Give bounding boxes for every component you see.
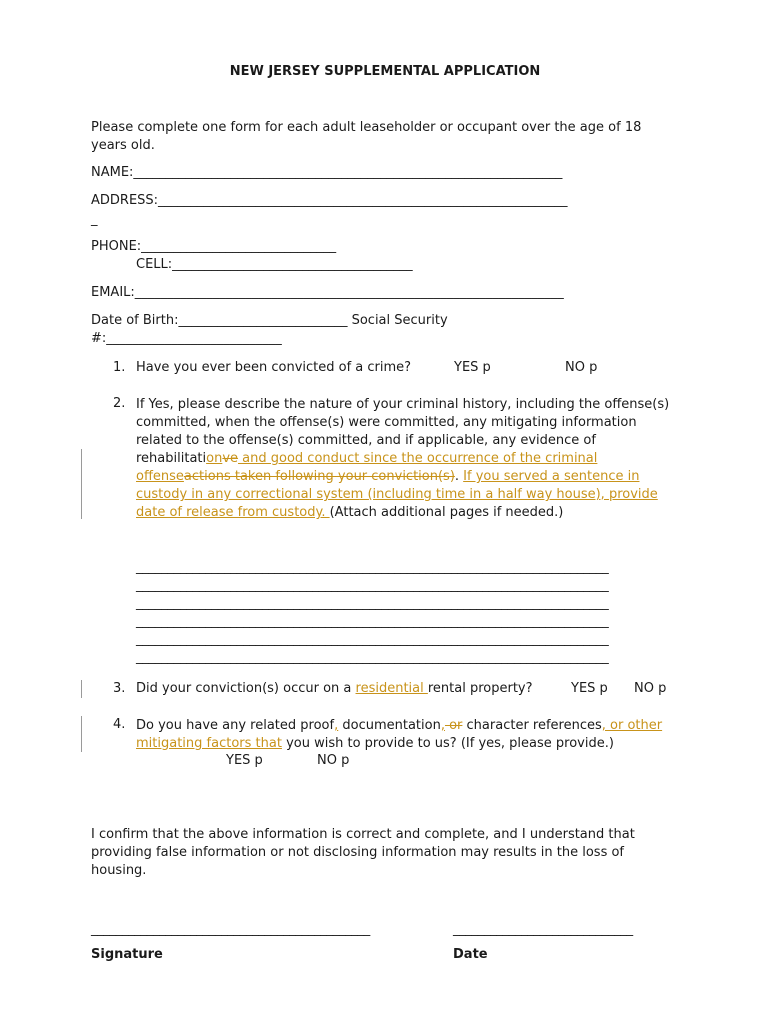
question-4-text-part: character references [462, 718, 602, 733]
question-4-text-part: documentation [338, 718, 441, 733]
tracked-insertion: , [440, 718, 445, 733]
question-3-text-part: rental property? [427, 681, 533, 696]
email-field[interactable]: EMAIL:__________________________________________________________________ [91, 285, 564, 300]
address-field-continuation: _ [91, 212, 98, 227]
tracked-deletion: actions taken following your conviction(s) [183, 469, 455, 484]
date-line[interactable]: _____________________________ [453, 922, 633, 937]
phone-field[interactable]: PHONE:______________________________ [91, 239, 337, 254]
question-1-yes-option[interactable]: YES p [454, 360, 491, 375]
question-3-text [136, 681, 533, 696]
question-1-no-option[interactable]: NO p [565, 360, 598, 375]
answer-line[interactable]: ___________________________________________________________________________ [136, 578, 609, 593]
question-4-yes-option[interactable]: YES p [226, 753, 263, 768]
address-field[interactable]: ADDRESS:_______________________________________________________________ [91, 193, 568, 208]
signature-label: Signature [91, 947, 163, 962]
question-2-text [136, 396, 681, 522]
question-3-number: 3. [113, 681, 126, 696]
change-bar [81, 716, 82, 752]
question-2-text-part: (Attach additional pages if needed.) [329, 505, 564, 520]
tracked-insertion: , or other mitigating factors that [136, 718, 663, 751]
question-2-text-part: If Yes, please describe the nature of your criminal history, including the offense(s) committed, when the offense(s) were committed, any mitigating information related to the offense(s) committed, and if applicable, any evidence of rehabilitati [136, 397, 670, 466]
question-1-number: 1. [113, 360, 126, 375]
tracked-insertion: If you served a sentence in custody in any correctional system (including time in a half way house), provide date of release from custody. [136, 469, 658, 520]
date-label: Date [453, 947, 488, 962]
document-title: NEW JERSEY SUPPLEMENTAL APPLICATION [229, 64, 541, 79]
confirmation-paragraph: I confirm that the above information is correct and complete, and I understand that providing false information or not disclosing information may results in the loss of housing. [91, 827, 635, 878]
question-4-number: 4. [113, 717, 126, 732]
question-3-text-part: Did your conviction(s) occur on a [136, 681, 356, 696]
question-4-no-option[interactable]: NO p [317, 753, 350, 768]
change-bar [81, 680, 82, 698]
question-4-text-part: Do you have any related proof [136, 718, 335, 733]
cell-field[interactable]: CELL:_____________________________________ [136, 257, 413, 272]
tracked-insertion: on [206, 451, 223, 466]
dob-field[interactable]: Date of Birth:__________________________ Social Security [91, 313, 448, 328]
answer-line[interactable]: ___________________________________________________________________________ [136, 632, 609, 647]
answer-line[interactable]: ___________________________________________________________________________ [136, 560, 609, 575]
answer-line[interactable]: ___________________________________________________________________________ [136, 614, 609, 629]
question-4-text-part: you wish to provide to us? (If yes, please provide.) [281, 736, 614, 751]
question-3-no-option[interactable]: NO p [634, 681, 667, 696]
change-bar [81, 449, 82, 519]
answer-line[interactable]: ___________________________________________________________________________ [136, 596, 609, 611]
question-2-text-part: . [454, 469, 464, 484]
question-2-number: 2. [113, 396, 126, 411]
question-4-text [136, 717, 676, 753]
question-1-text: Have you ever been convicted of a crime? [136, 360, 412, 375]
tracked-deletion: ve [222, 451, 239, 466]
ssn-field[interactable]: #:___________________________ [91, 331, 282, 346]
answer-line[interactable]: ___________________________________________________________________________ [136, 650, 609, 665]
name-field[interactable]: NAME:__________________________________________________________________ [91, 165, 563, 180]
tracked-insertion: residential [355, 681, 428, 696]
tracked-insertion: , [334, 718, 339, 733]
tracked-insertion: and good conduct since the occurrence of the criminal offense [136, 451, 598, 484]
tracked-deletion: or [444, 718, 463, 733]
question-3-yes-option[interactable]: YES p [571, 681, 608, 696]
intro-paragraph: Please complete one form for each adult leaseholder or occupant over the age of 18 years old. [91, 120, 642, 153]
signature-line[interactable]: _____________________________________________ [91, 922, 371, 937]
